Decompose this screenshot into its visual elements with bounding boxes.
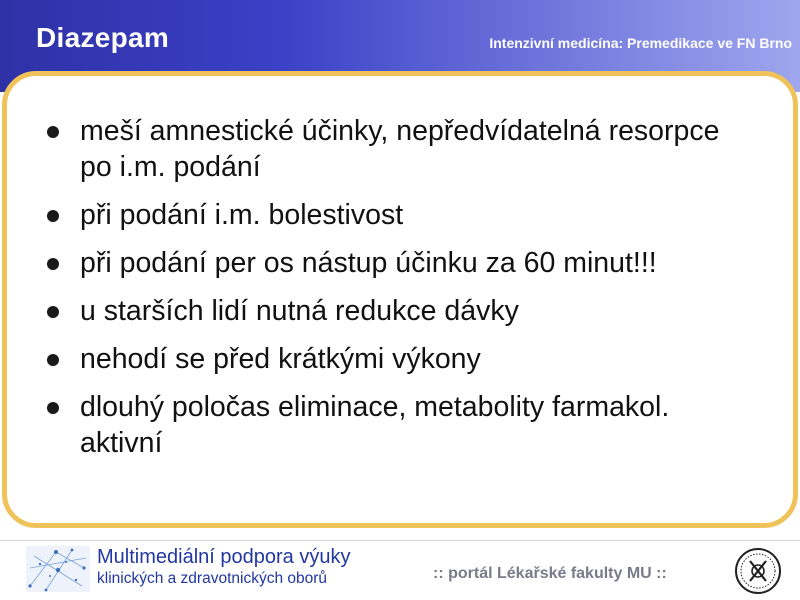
project-title-line1: Multimediální podpora výuky bbox=[97, 546, 351, 568]
bullet-text: nehodí se před krátkými výkony bbox=[80, 343, 481, 375]
bullet-list bbox=[47, 113, 747, 473]
bullet-item bbox=[47, 113, 747, 185]
bullet-dot-icon bbox=[47, 354, 59, 366]
slide-title: Diazepam bbox=[36, 22, 170, 53]
bullet-text: dlouhý poločas eliminace, metabolity farmakol. aktivní bbox=[80, 391, 670, 459]
bullet-item bbox=[47, 389, 747, 461]
bullet-dot-icon bbox=[47, 258, 59, 270]
bullet-dot-icon bbox=[47, 210, 59, 222]
bullet-dot-icon bbox=[47, 306, 59, 318]
bullet-item bbox=[47, 245, 747, 281]
network-dots-logo-icon bbox=[26, 546, 90, 592]
footer-divider bbox=[0, 540, 800, 541]
bullet-text: meší amnestické účinky, nepředvídatelná resorpce po i.m. podání bbox=[80, 115, 720, 183]
bullet-dot-icon bbox=[47, 402, 59, 414]
bullet-text: u starších lidí nutná redukce dávky bbox=[80, 295, 519, 327]
project-title-line2: klinických a zdravotnických oborů bbox=[97, 570, 328, 587]
bullet-item bbox=[47, 341, 747, 377]
university-seal-icon bbox=[734, 547, 782, 595]
bullet-dot-icon bbox=[47, 126, 59, 138]
bullet-text: při podání i.m. bolestivost bbox=[80, 199, 404, 231]
slide-subtitle: Intenzivní medicína: Premedikace ve FN Brno bbox=[489, 35, 792, 51]
portal-link[interactable]: :: portál Lékařské fakulty MU :: bbox=[433, 565, 667, 582]
bullet-item bbox=[47, 293, 747, 329]
bullet-item bbox=[47, 197, 747, 233]
bullet-text: při podání per os nástup účinku za 60 minut!!! bbox=[80, 247, 657, 279]
